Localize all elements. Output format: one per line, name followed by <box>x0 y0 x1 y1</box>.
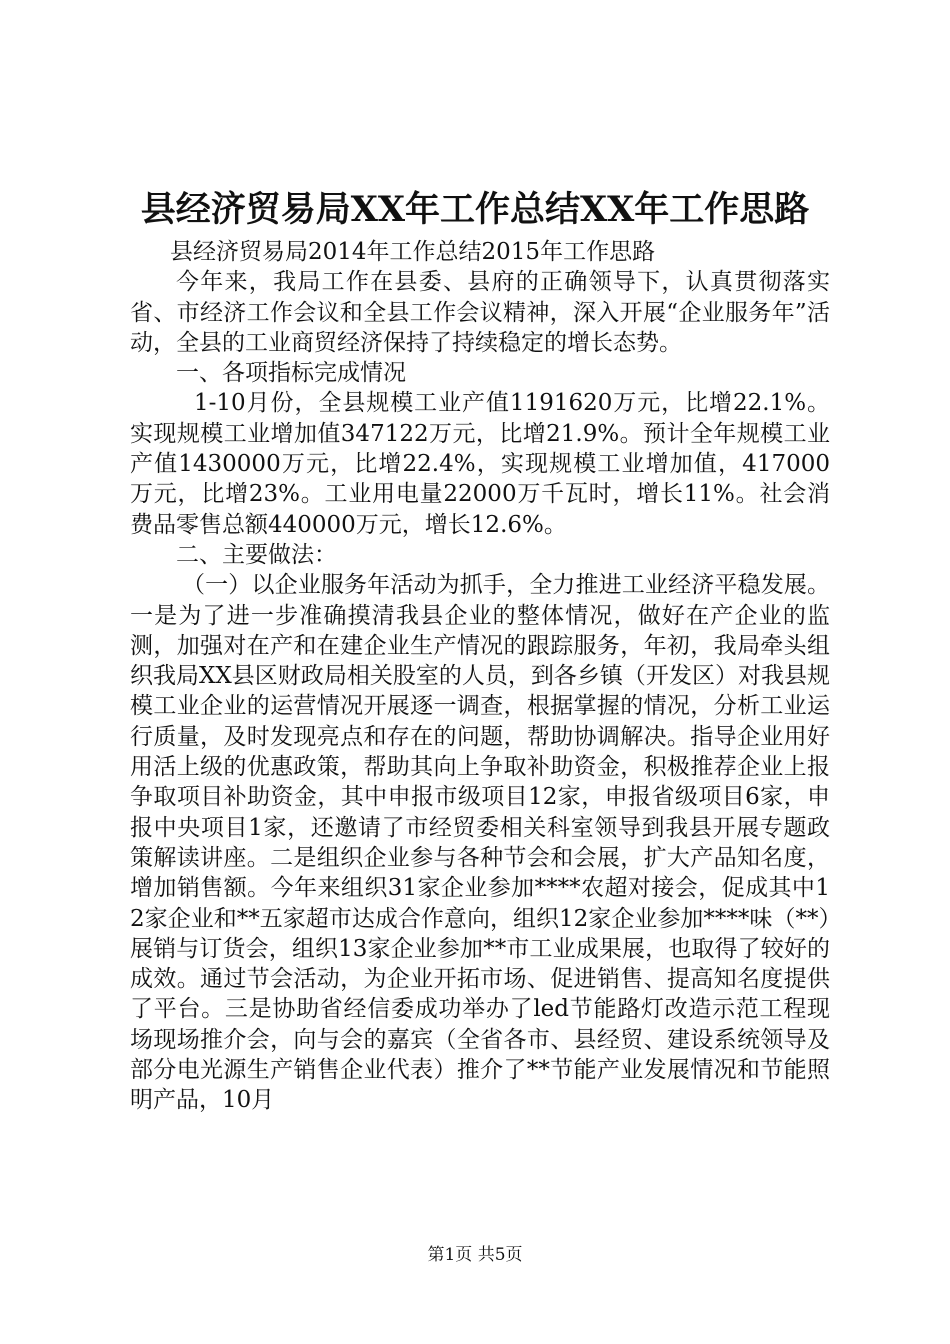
measures-paragraph: （一）以企业服务年活动为抓手，全力推进工业经济平稳发展。一是为了进一步准确摸清我县企业的整体情况，做好在产企业的监测，加强对在产和在建企业生产情况的跟踪服务，年初，我局牵头组织我局XX县区财政局相关股室的人员，到各乡镇（开发区）对我县规模工业企业的运营情况开展逐一调查，根据掌握的情况，分析工业运行质量，及时发现亮点和存在的问题，帮助协调解决。指导企业用好用活上级的优惠政策，帮助其向上争取补助资金，积极推荐企业上报争取项目补助资金，其中申报市级项目12家，申报省级项目6家，申报中央项目1家，还邀请了市经贸委相关科室领导到我县开展专题政策解读讲座。二是组织企业参与各种节会和会展，扩大产品知名度，增加销售额。今年来组织31家企业参加****农超对接会，促成其中12家企业和**五家超市达成合作意向，组织12家企业参加****味（**）展销与订货会，组织13家企业参加**市工业成果展，也取得了较好的成效。通过节会活动，为企业开拓市场、促进销售、提高知名度提供了平台。三是协助省经信委成功举办了led节能路灯改造示范工程现场现场推介会，向与会的嘉宾（全省各市、县经贸、建设系统领导及部分电光源生产销售企业代表）推介了**节能产业发展情况和节能照明产品，10月 <box>130 572 830 1114</box>
section-heading-2: 二、主要做法： <box>176 541 337 568</box>
section-heading-1: 一、各项指标完成情况 <box>176 360 406 387</box>
indicators-paragraph: 1-10月份，全县规模工业产值1191620万元，比增22.1%。实现规模工业增加值347122万元，比增21.9%。预计全年规模工业产值1430000万元，比增22.4%，实现规模工业增加值，417000万元，比增23%。工业用电量22000万千瓦时，增长11%。社会消费品零售总额440000万元，增长12.6%。 <box>130 390 830 538</box>
intro-paragraph: 今年来，我局工作在县委、县府的正确领导下，认真贯彻落实省、市经济工作会议和全县工作会议精神，深入开展“企业服务年”活动，全县的工业商贸经济保持了持续稳定的增长态势。 <box>130 269 830 356</box>
page-footer: 第1页 共5页 <box>427 1245 523 1265</box>
subtitle-paragraph: 县经济贸易局2014年工作总结2015年工作思路 <box>170 239 656 265</box>
document-body <box>130 237 830 1116</box>
document-title: 县经济贸易局XX年工作总结XX年工作思路 <box>140 189 810 230</box>
